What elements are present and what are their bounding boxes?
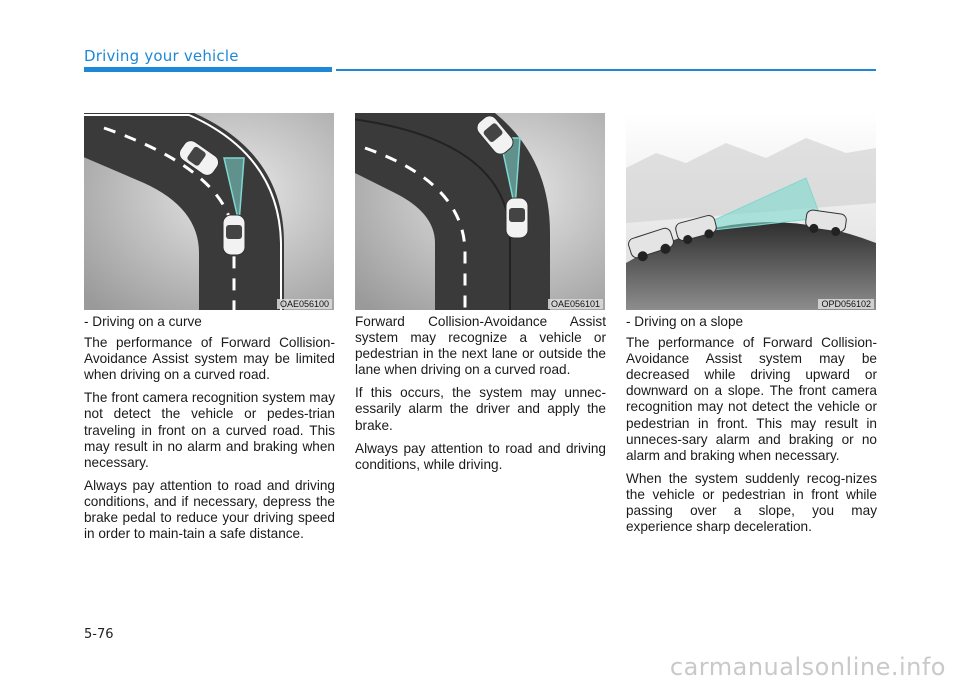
text-column-1	[84, 314, 335, 549]
figure-code: OPD056102	[818, 299, 874, 309]
curve-adjacent-lane-illustration	[355, 113, 605, 310]
figure-code: OAE056100	[277, 299, 332, 309]
section-heading: - Driving on a curve	[84, 314, 202, 329]
paragraph: If this occurs, the system may unnec-essarily alarm the driver and apply the brake.	[355, 385, 606, 433]
header-bar-thin	[336, 69, 876, 71]
paragraph: The performance of Forward Collision-Avoidance Assist system may be limited when driving on a curved road.	[84, 335, 335, 383]
figure-curve	[84, 113, 334, 310]
paragraph: Always pay attention to road and driving conditions, and if necessary, depress the brake pedal to reduce your driving speed in order to main-tain a safe distance.	[84, 477, 335, 542]
paragraph: The performance of Forward Collision-Avoidance Assist system may be decreased while driving upward or downward on a slope. The front camera recognition may not detect the vehicle or pedestrian in front. This may result in unneces-sary alarm and braking or no alarm and braking when necessary.	[626, 335, 877, 463]
slope-illustration	[626, 113, 876, 310]
text-column-3	[626, 314, 877, 542]
header-title: Driving your vehicle	[84, 47, 239, 65]
page-number: 5-76	[84, 627, 114, 642]
paragraph: Always pay attention to road and driving conditions, while driving.	[355, 440, 606, 472]
paragraph: The front camera recognition system may not detect the vehicle or pedes-trian traveling in front on a curved road. This may result in no alarm and braking when necessary.	[84, 390, 335, 470]
figure-curve-adjacent	[355, 113, 605, 310]
figure-code: OAE056101	[548, 299, 603, 309]
paragraph: When the system suddenly recog-nizes the vehicle or pedestrian in front while passing over a slope, you may experience sharp deceleration.	[626, 470, 877, 535]
header-bar-thick	[84, 67, 332, 72]
watermark: carmanualsonline.info	[669, 653, 946, 681]
text-column-2	[355, 314, 606, 480]
section-heading: - Driving on a slope	[626, 314, 744, 329]
figure-slope	[626, 113, 876, 310]
paragraph: Forward Collision-Avoidance Assist system may recognize a vehicle or pedestrian in the next lane or outside the lane when driving on a curved road.	[355, 314, 606, 378]
curve-road-illustration	[84, 113, 334, 310]
